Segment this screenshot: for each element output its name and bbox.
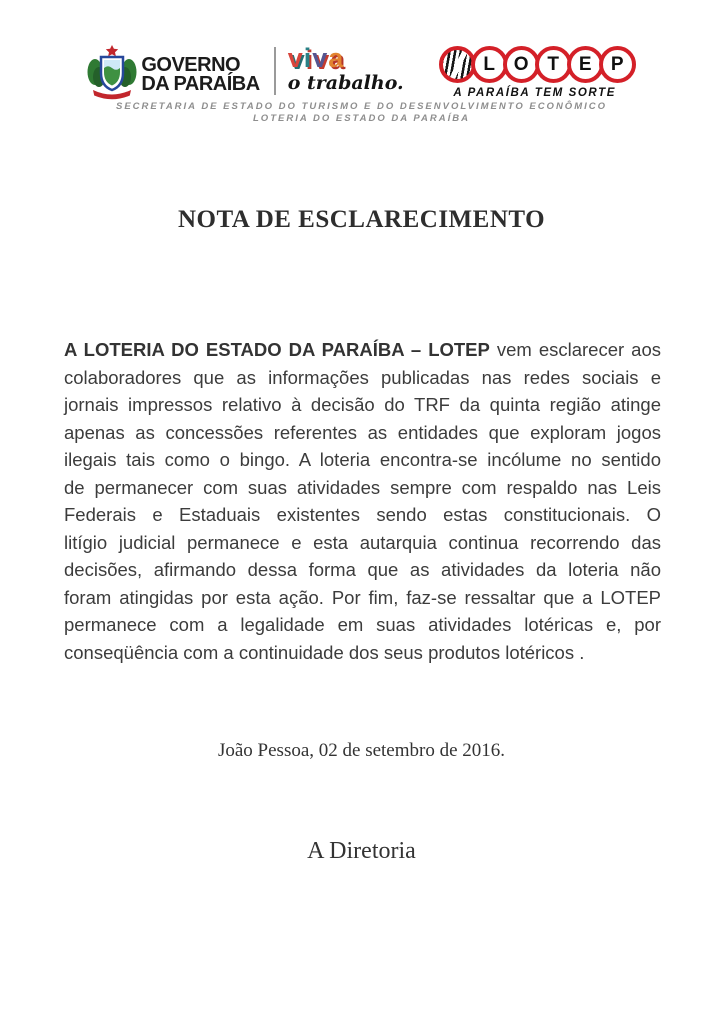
viva-letter: i: [303, 43, 313, 73]
body-line: ilegais tais como o bingo. A loteria encontra-se incólume no sentido: [64, 449, 661, 470]
note-title: NOTA DE ESCLARECIMENTO: [177, 206, 546, 233]
lotep-circles: [434, 46, 636, 83]
body-line: colaboradores que as informações publicadas nas redes sociais e: [64, 366, 661, 388]
body-line: litígio judicial permanece e esta autarquia continua recorrendo das: [64, 531, 661, 553]
viva-letter: v: [312, 43, 329, 73]
viva-wordmark: [288, 45, 404, 71]
body-lead-rest: vem esclarecer aos: [489, 339, 661, 360]
lotep-letter-circle: E: [567, 46, 604, 83]
viva-letter: a: [328, 43, 345, 73]
body-lead-bold: A LOTERIA DO ESTADO DA PARAÍBA – LOTEP: [64, 339, 490, 360]
lotep-letter-circle: L: [471, 46, 508, 83]
body-line: foram atingidas por esta ação. Por fim, faz-se ressaltar que a LOTEP: [64, 586, 661, 608]
body-line: conseqüência com a continuidade dos seus produtos lotéricos .: [64, 641, 585, 663]
lotep-letter-circle: T: [535, 46, 572, 83]
governo-line2: DA PARAÍBA: [141, 72, 260, 95]
body-line: Federais e Estaduais existentes sendo estas constitucionais. O: [64, 504, 661, 525]
body-line: decisões, afirmando dessa forma que as atividades da loteria não: [64, 559, 661, 580]
body-paragraph: [64, 336, 661, 666]
viva-o-trabalho-logo: [288, 45, 404, 94]
signature: A Diretoria: [307, 838, 416, 864]
secretaria-line1: SECRETARIA DE ESTADO DO TURISMO E DO DESENVOLVIMENTO ECONÔMICO: [115, 101, 607, 112]
secretaria-caption: [0, 101, 723, 124]
body-line: de permanecer com suas atividades sempre com respaldo nas Leis: [64, 476, 661, 498]
body-line: [64, 336, 661, 364]
secretaria-line2: LOTERIA DO ESTADO DA PARAÍBA: [253, 112, 470, 124]
logo-divider: [274, 47, 276, 95]
governo-wordmark: [141, 53, 260, 95]
date-line: João Pessoa, 02 de setembro de 2016.: [217, 740, 506, 761]
lotep-logo: [434, 46, 636, 99]
viva-tagline: o trabalho.: [287, 72, 404, 94]
lotep-tagline: A PARAÍBA TEM SORTE: [453, 87, 616, 99]
header-logos: [0, 44, 723, 105]
governo-paraiba-logo: [87, 44, 259, 105]
lotep-letter-circle: P: [599, 46, 636, 83]
governo-line1: GOVERNO: [141, 53, 241, 76]
body-line: jornais impressos relativo à decisão do TRF da quinta região atinge: [64, 394, 661, 415]
lotep-letter-circle: O: [503, 46, 540, 83]
coat-of-arms-icon: [87, 44, 137, 105]
viva-letter: v: [287, 43, 304, 73]
body-line: apenas as concessões referentes as entidades que exploram jogos: [64, 421, 661, 443]
body-line: permanece com a legalidade em suas atividades lotéricas e, por: [64, 614, 661, 635]
